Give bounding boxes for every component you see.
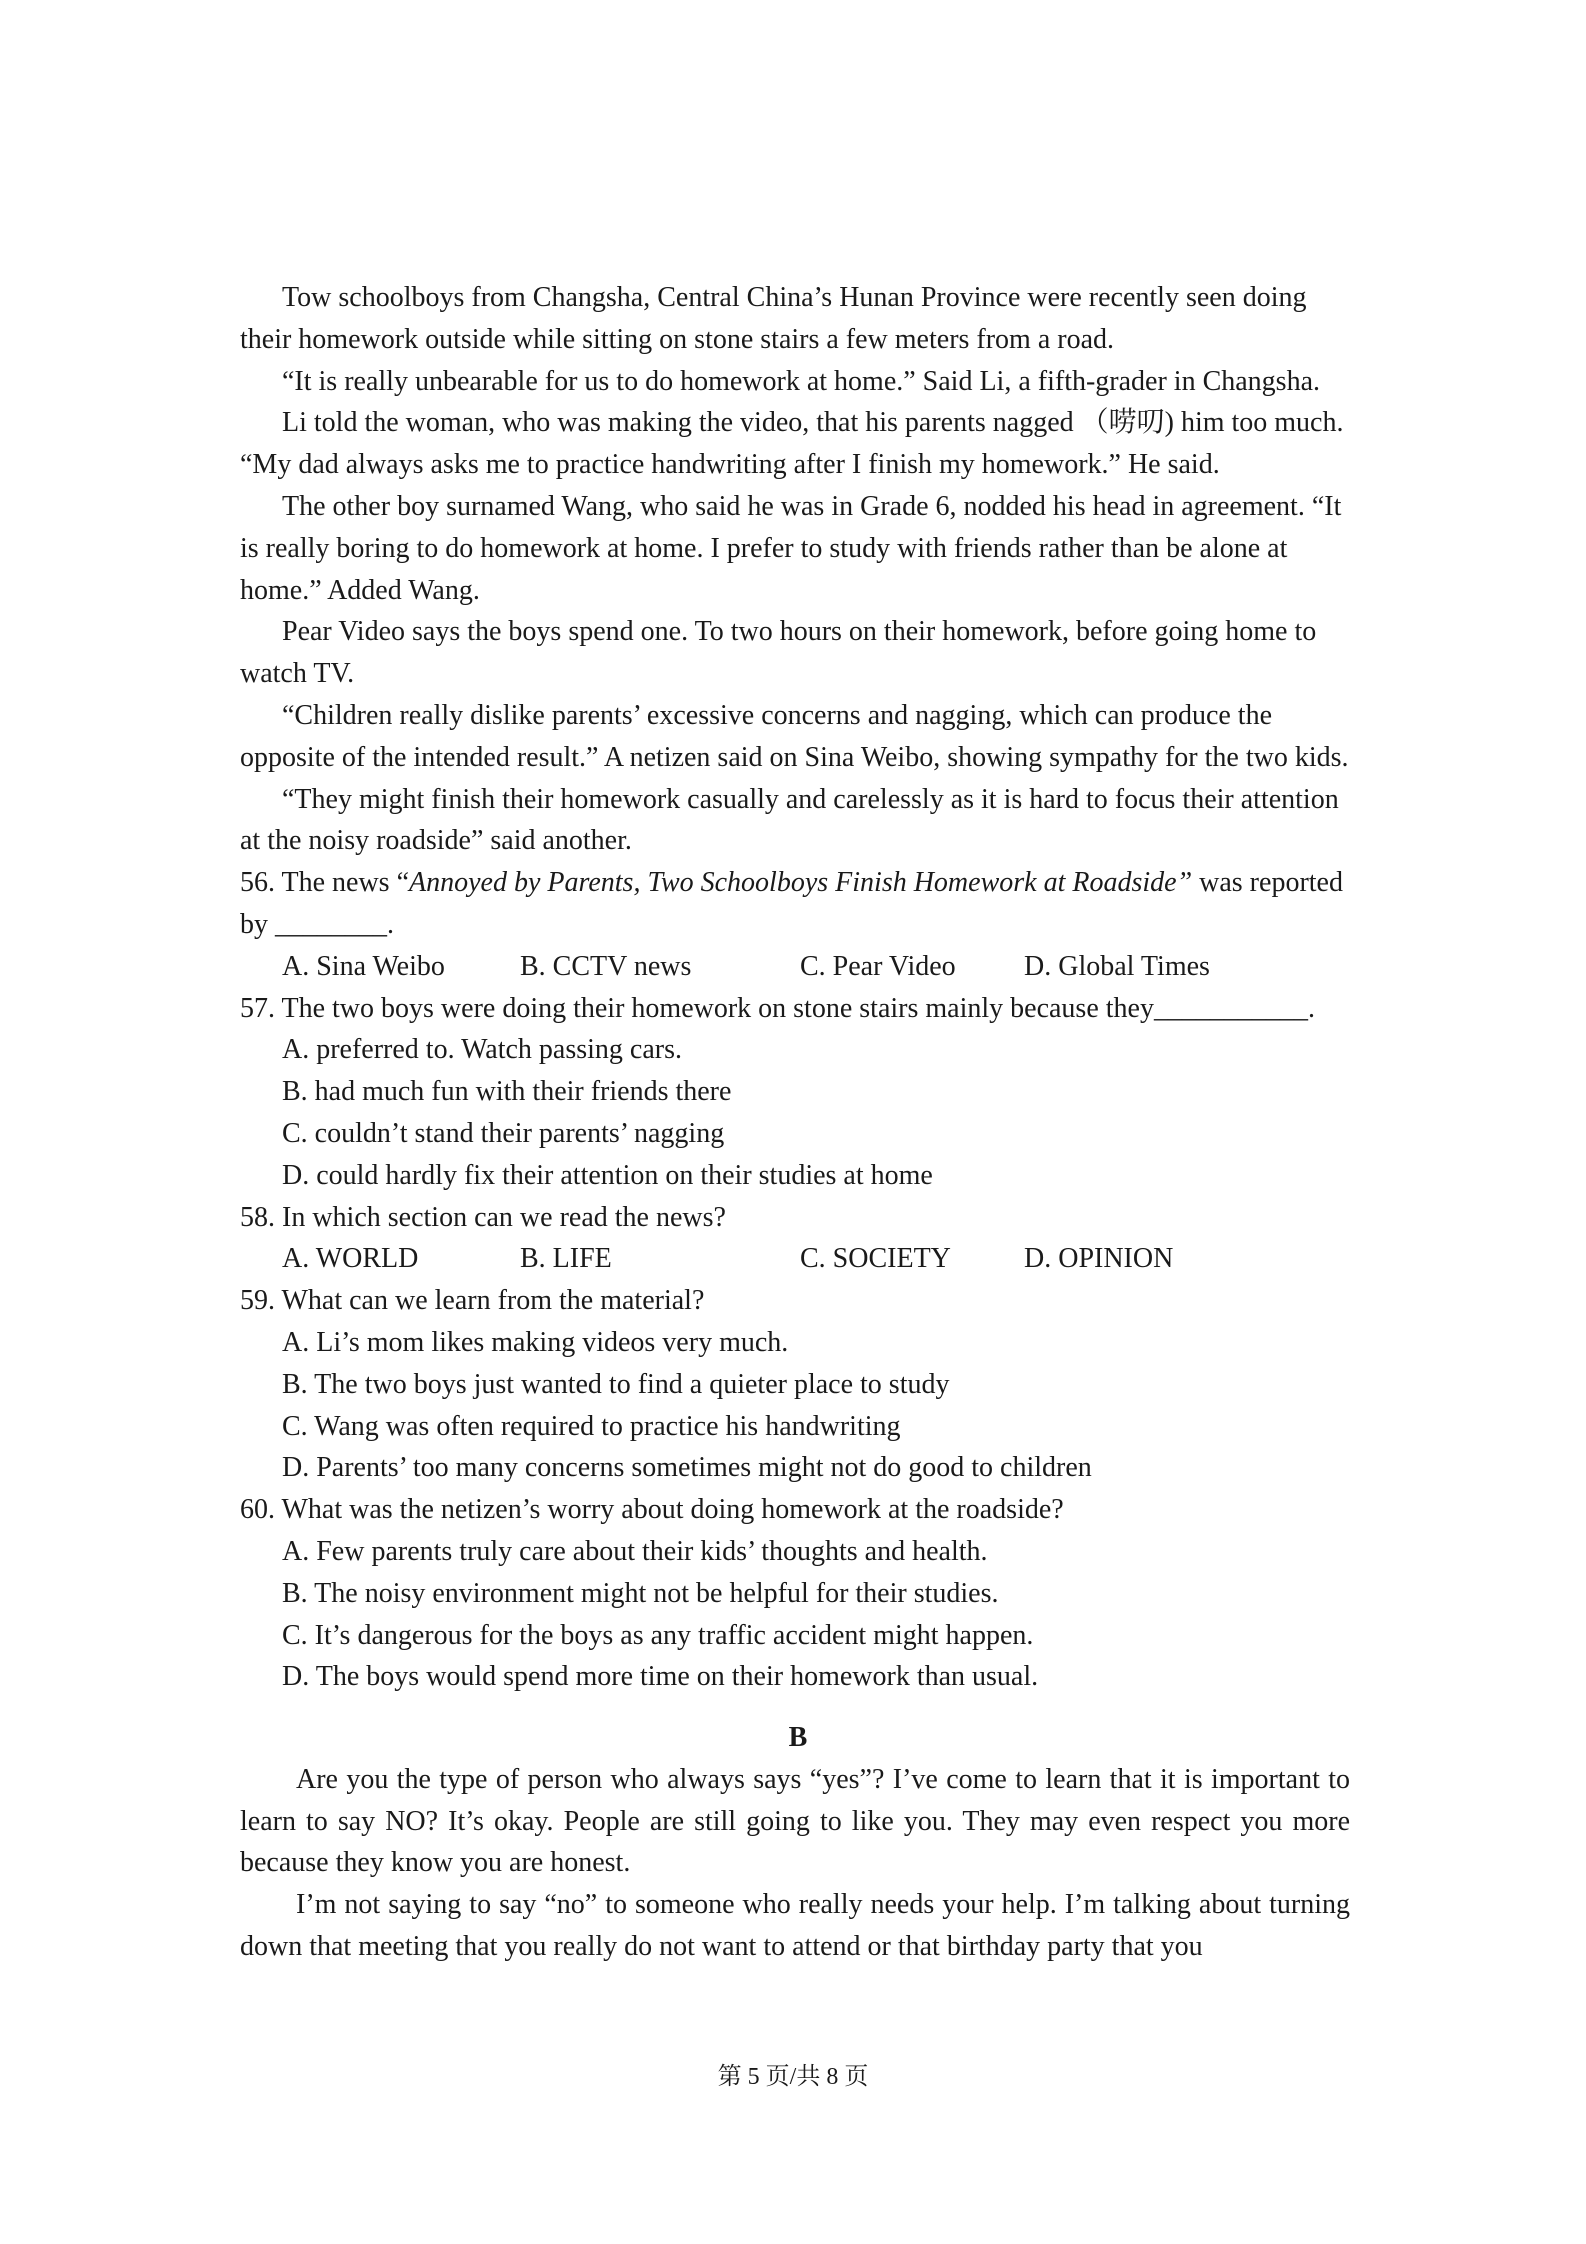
question-60-option-b: B. The noisy environment might not be helpful for their studies.	[282, 1577, 999, 1609]
question-56-news-title: Annoyed by Parents, Two Schoolboys Finish Homework at Roadside”	[409, 867, 1193, 899]
question-56-suffix: was reported by ________.	[240, 867, 1343, 940]
passage-a-paragraph: “It is really unbearable for us to do homework at home.” Said Li, a fifth-grader in Changsha.	[282, 365, 1321, 397]
question-57-stem: 57. The two boys were doing their homework on stone stairs mainly because they___________.	[240, 992, 1315, 1024]
question-58-options	[240, 1238, 1350, 1280]
question-57-option-d: D. could hardly fix their attention on their studies at home	[282, 1159, 933, 1191]
passage-a-paragraph: Tow schoolboys from Changsha, Central China’s Hunan Province were recently seen doing their homework outside while sitting on stone stairs a few meters from a road.	[240, 282, 1307, 355]
question-60-option-a: A. Few parents truly care about their kids’ thoughts and health.	[282, 1535, 988, 1567]
passage-b-paragraph: I’m not saying to say “no” to someone who really needs your help. I’m talking about turning down that meeting that you really do not want to attend or that birthday party that you	[240, 1889, 1350, 1963]
passage-a-paragraph: Pear Video says the boys spend one. To two hours on their homework, before going home to watch TV.	[240, 616, 1317, 690]
page-content	[240, 277, 1350, 1968]
passage-a-paragraph: “They might finish their homework casually and carelessly as it is hard to focus their attention at the noisy roadside” said another.	[240, 783, 1339, 857]
question-59-option-a: A. Li’s mom likes making videos very much.	[282, 1326, 789, 1358]
question-58-option-c: C. SOCIETY	[800, 1243, 951, 1275]
question-57-option-a: A. preferred to. Watch passing cars.	[282, 1034, 682, 1066]
passage-a-paragraph: “Children really dislike parents’ excessive concerns and nagging, which can produce the opposite of the intended result.” A netizen said on Sina Weibo, showing sympathy for the two kids.	[240, 699, 1349, 773]
question-58-option-d: D. OPINION	[1024, 1243, 1174, 1275]
question-60-option-c: C. It’s dangerous for the boys as any traffic accident might happen.	[282, 1619, 1034, 1651]
question-56-option-d: D. Global Times	[1024, 950, 1210, 982]
passage-b-label: B	[788, 1722, 808, 1754]
passage-a-paragraph: The other boy surnamed Wang, who said he was in Grade 6, nodded his head in agreement. “It is really boring to do homework at home. I prefer to study with friends rather than be alone at home.” Added Wang.	[240, 490, 1342, 606]
question-58-stem: 58. In which section can we read the news?	[240, 1201, 726, 1233]
question-59-stem: 59. What can we learn from the material?	[240, 1285, 705, 1317]
question-59-option-d: D. Parents’ too many concerns sometimes might not do good to children	[282, 1452, 1092, 1484]
passage-b-paragraph: Are you the type of person who always says “yes”? I’ve come to learn that it is important to learn to say NO? It’s okay. People are still going to like you. They may even respect you more because they know you are honest.	[240, 1763, 1350, 1879]
question-58-option-b: B. LIFE	[520, 1243, 612, 1275]
question-56-prefix: 56. The news “	[240, 867, 409, 899]
question-56-stem	[240, 862, 1350, 946]
question-58-option-a: A. WORLD	[282, 1243, 419, 1275]
question-57-option-b: B. had much fun with their friends there	[282, 1076, 732, 1108]
question-60-stem: 60. What was the netizen’s worry about doing homework at the roadside?	[240, 1494, 1064, 1526]
question-56-option-a: A. Sina Weibo	[282, 950, 445, 982]
question-56-options	[240, 946, 1350, 988]
question-56-option-c: C. Pear Video	[800, 950, 956, 982]
passage-a-paragraph: Li told the woman, who was making the video, that his parents nagged （唠叨) him too much. “My dad always asks me to practice handwriting after I finish my homework.” He said.	[240, 407, 1344, 481]
question-60-option-d: D. The boys would spend more time on their homework than usual.	[282, 1661, 1039, 1693]
question-59-option-b: B. The two boys just wanted to find a quieter place to study	[282, 1368, 950, 1400]
page-number-footer: 第 5 页/共 8 页	[717, 2064, 869, 2090]
question-56-option-b: B. CCTV news	[520, 950, 692, 982]
question-59-option-c: C. Wang was often required to practice his handwriting	[282, 1410, 901, 1442]
question-57-option-c: C. couldn’t stand their parents’ nagging	[282, 1117, 725, 1149]
